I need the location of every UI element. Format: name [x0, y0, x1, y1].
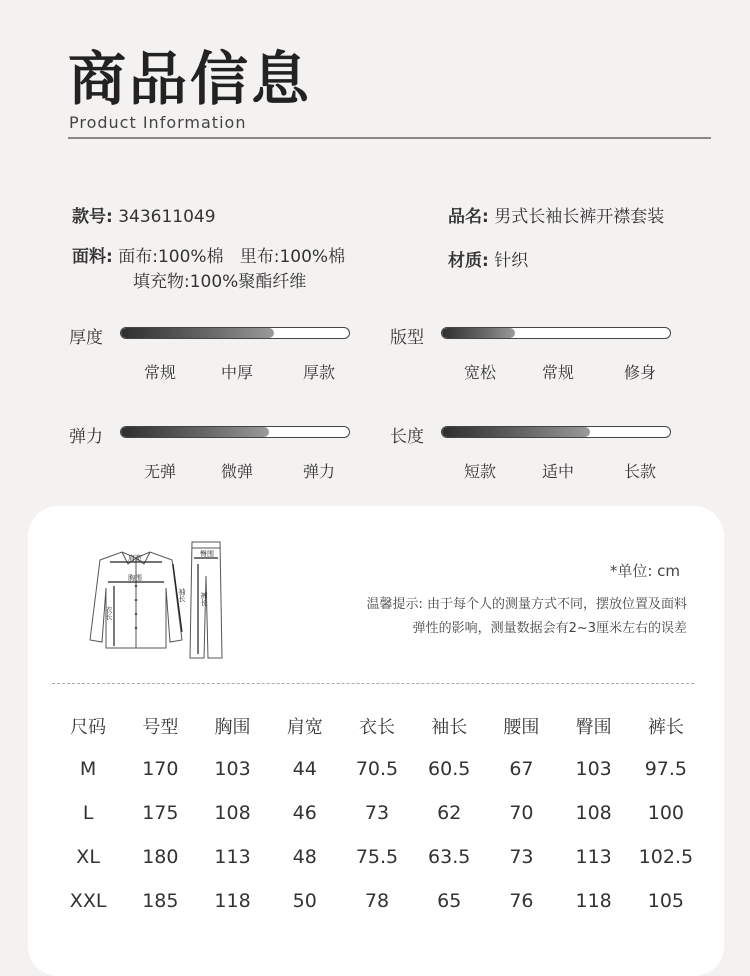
col-sleeve: 袖长 [431, 717, 468, 738]
table-cell: 67 [509, 758, 534, 780]
attr-length-tick-1: 短款 [464, 462, 497, 481]
table-cell: 46 [292, 802, 317, 824]
attr-length-tick-3: 长款 [624, 462, 657, 481]
table-cell: 50 [292, 890, 317, 912]
product-name-value: 男式长袖长裤开襟套装 [494, 207, 665, 227]
diagram-label-hip: 臀围 [200, 550, 214, 558]
table-cell: 73 [509, 846, 534, 868]
size-table-header [52, 705, 702, 747]
table-cell: 175 [142, 802, 179, 824]
attr-fit-tick-3: 修身 [624, 363, 657, 382]
attr-length-bar [441, 426, 671, 438]
diagram-label-chest: 胸围 [128, 574, 142, 582]
table-cell: XL [76, 846, 100, 868]
page-subtitle: Product Information [69, 113, 247, 132]
table-cell: 185 [142, 890, 179, 912]
table-cell: 113 [575, 846, 612, 868]
unit-note: *单位: cm [609, 562, 680, 580]
table-cell: M [79, 758, 97, 780]
material-value: 针织 [494, 251, 529, 271]
table-cell: 118 [575, 890, 612, 912]
table-cell: 100 [647, 802, 684, 824]
table-cell: 76 [509, 890, 534, 912]
col-shoulder: 肩宽 [286, 717, 323, 738]
table-cell: L [82, 802, 94, 824]
table-row [52, 835, 702, 879]
tip-line-2: 弹性的影响，测量数据会有2~3厘米左右的误差 [412, 621, 687, 636]
col-hip: 臀围 [575, 717, 612, 738]
table-cell: 70 [509, 802, 534, 824]
table-cell: 62 [437, 802, 462, 824]
table-cell: 170 [142, 758, 179, 780]
attr-stretch-tick-2: 微弹 [221, 462, 254, 481]
table-cell: 78 [364, 890, 390, 912]
table-cell: 113 [214, 846, 251, 868]
attr-thickness-tick-1: 常规 [144, 363, 177, 382]
fabric-label: 面料: [72, 247, 113, 267]
attr-stretch-tick-3: 弹力 [303, 462, 336, 481]
material [448, 246, 528, 271]
table-row [52, 791, 702, 835]
table-cell: 108 [214, 802, 251, 824]
diagram-label-length: 衣长 [105, 606, 113, 620]
table-cell: 102.5 [638, 846, 694, 868]
col-chest: 胸围 [214, 717, 251, 738]
col-fit-code: 号型 [142, 717, 179, 738]
table-cell: 73 [364, 802, 390, 824]
diagram-label-pants-length: 裤长 [200, 592, 208, 606]
material-label: 材质: [448, 251, 489, 271]
col-waist: 腰围 [503, 717, 540, 738]
col-length: 衣长 [358, 717, 395, 738]
col-size: 尺码 [70, 717, 107, 738]
fabric-line-2: 填充物:100%聚酯纤维 [133, 272, 307, 292]
table-cell: 75.5 [355, 846, 399, 868]
diagram-label-sleeve: 袖长 [178, 588, 186, 602]
table-cell: 108 [575, 802, 612, 824]
table-cell: 180 [142, 846, 179, 868]
attr-stretch-tick-1: 无弹 [144, 462, 177, 481]
table-cell: 70.5 [355, 758, 399, 780]
table-cell: 63.5 [428, 846, 471, 868]
table-cell: XXL [69, 890, 107, 912]
attr-stretch-fill [121, 427, 269, 437]
diagram-label-shoulder: 肩宽 [128, 554, 142, 562]
style-number-value: 343611049 [118, 207, 216, 227]
style-number-label: 款号: [72, 207, 113, 227]
attr-thickness-label: 厚度 [69, 328, 103, 348]
table-cell: 65 [437, 890, 462, 912]
attr-fit-bar [441, 327, 671, 339]
col-pants-length: 裤长 [647, 717, 684, 738]
tip-line-1: 温馨提示: 由于每个人的测量方式不同，摆放位置及面料 [366, 597, 687, 612]
table-cell: 97.5 [644, 758, 688, 780]
fabric-line-1: 面布:100%棉 里布:100%棉 [118, 247, 346, 267]
attr-length-fill [442, 427, 590, 437]
attr-thickness-fill [121, 328, 274, 338]
fabric [72, 242, 345, 267]
attr-thickness-tick-2: 中厚 [221, 363, 254, 382]
measurement-diagram [70, 536, 250, 664]
attr-thickness-bar [120, 327, 350, 339]
size-table [52, 705, 702, 923]
table-cell: 103 [575, 758, 612, 780]
attr-fit-tick-2: 常规 [542, 363, 575, 382]
attr-fit-label: 版型 [390, 328, 424, 348]
table-cell: 105 [647, 890, 684, 912]
attr-length-label: 长度 [390, 427, 424, 447]
attr-stretch-label: 弹力 [69, 427, 103, 447]
table-cell: 103 [214, 758, 251, 780]
attr-fit-fill [442, 328, 515, 338]
table-row [52, 747, 702, 791]
table-row [52, 879, 702, 923]
table-cell: 44 [292, 758, 317, 780]
attr-length-tick-2: 适中 [542, 462, 575, 481]
attr-fit-tick-1: 宽松 [464, 363, 497, 382]
style-number [72, 202, 216, 227]
attr-stretch-bar [120, 426, 350, 438]
header-divider [68, 137, 711, 139]
table-cell: 48 [292, 846, 317, 868]
dashed-divider [52, 683, 694, 684]
product-name [448, 202, 664, 227]
table-cell: 118 [214, 890, 251, 912]
attr-thickness-tick-3: 厚款 [303, 363, 336, 382]
product-name-label: 品名: [448, 207, 489, 227]
table-cell: 60.5 [428, 758, 471, 780]
page-title: 商品信息 [68, 45, 313, 113]
measurement-tip [290, 593, 687, 641]
